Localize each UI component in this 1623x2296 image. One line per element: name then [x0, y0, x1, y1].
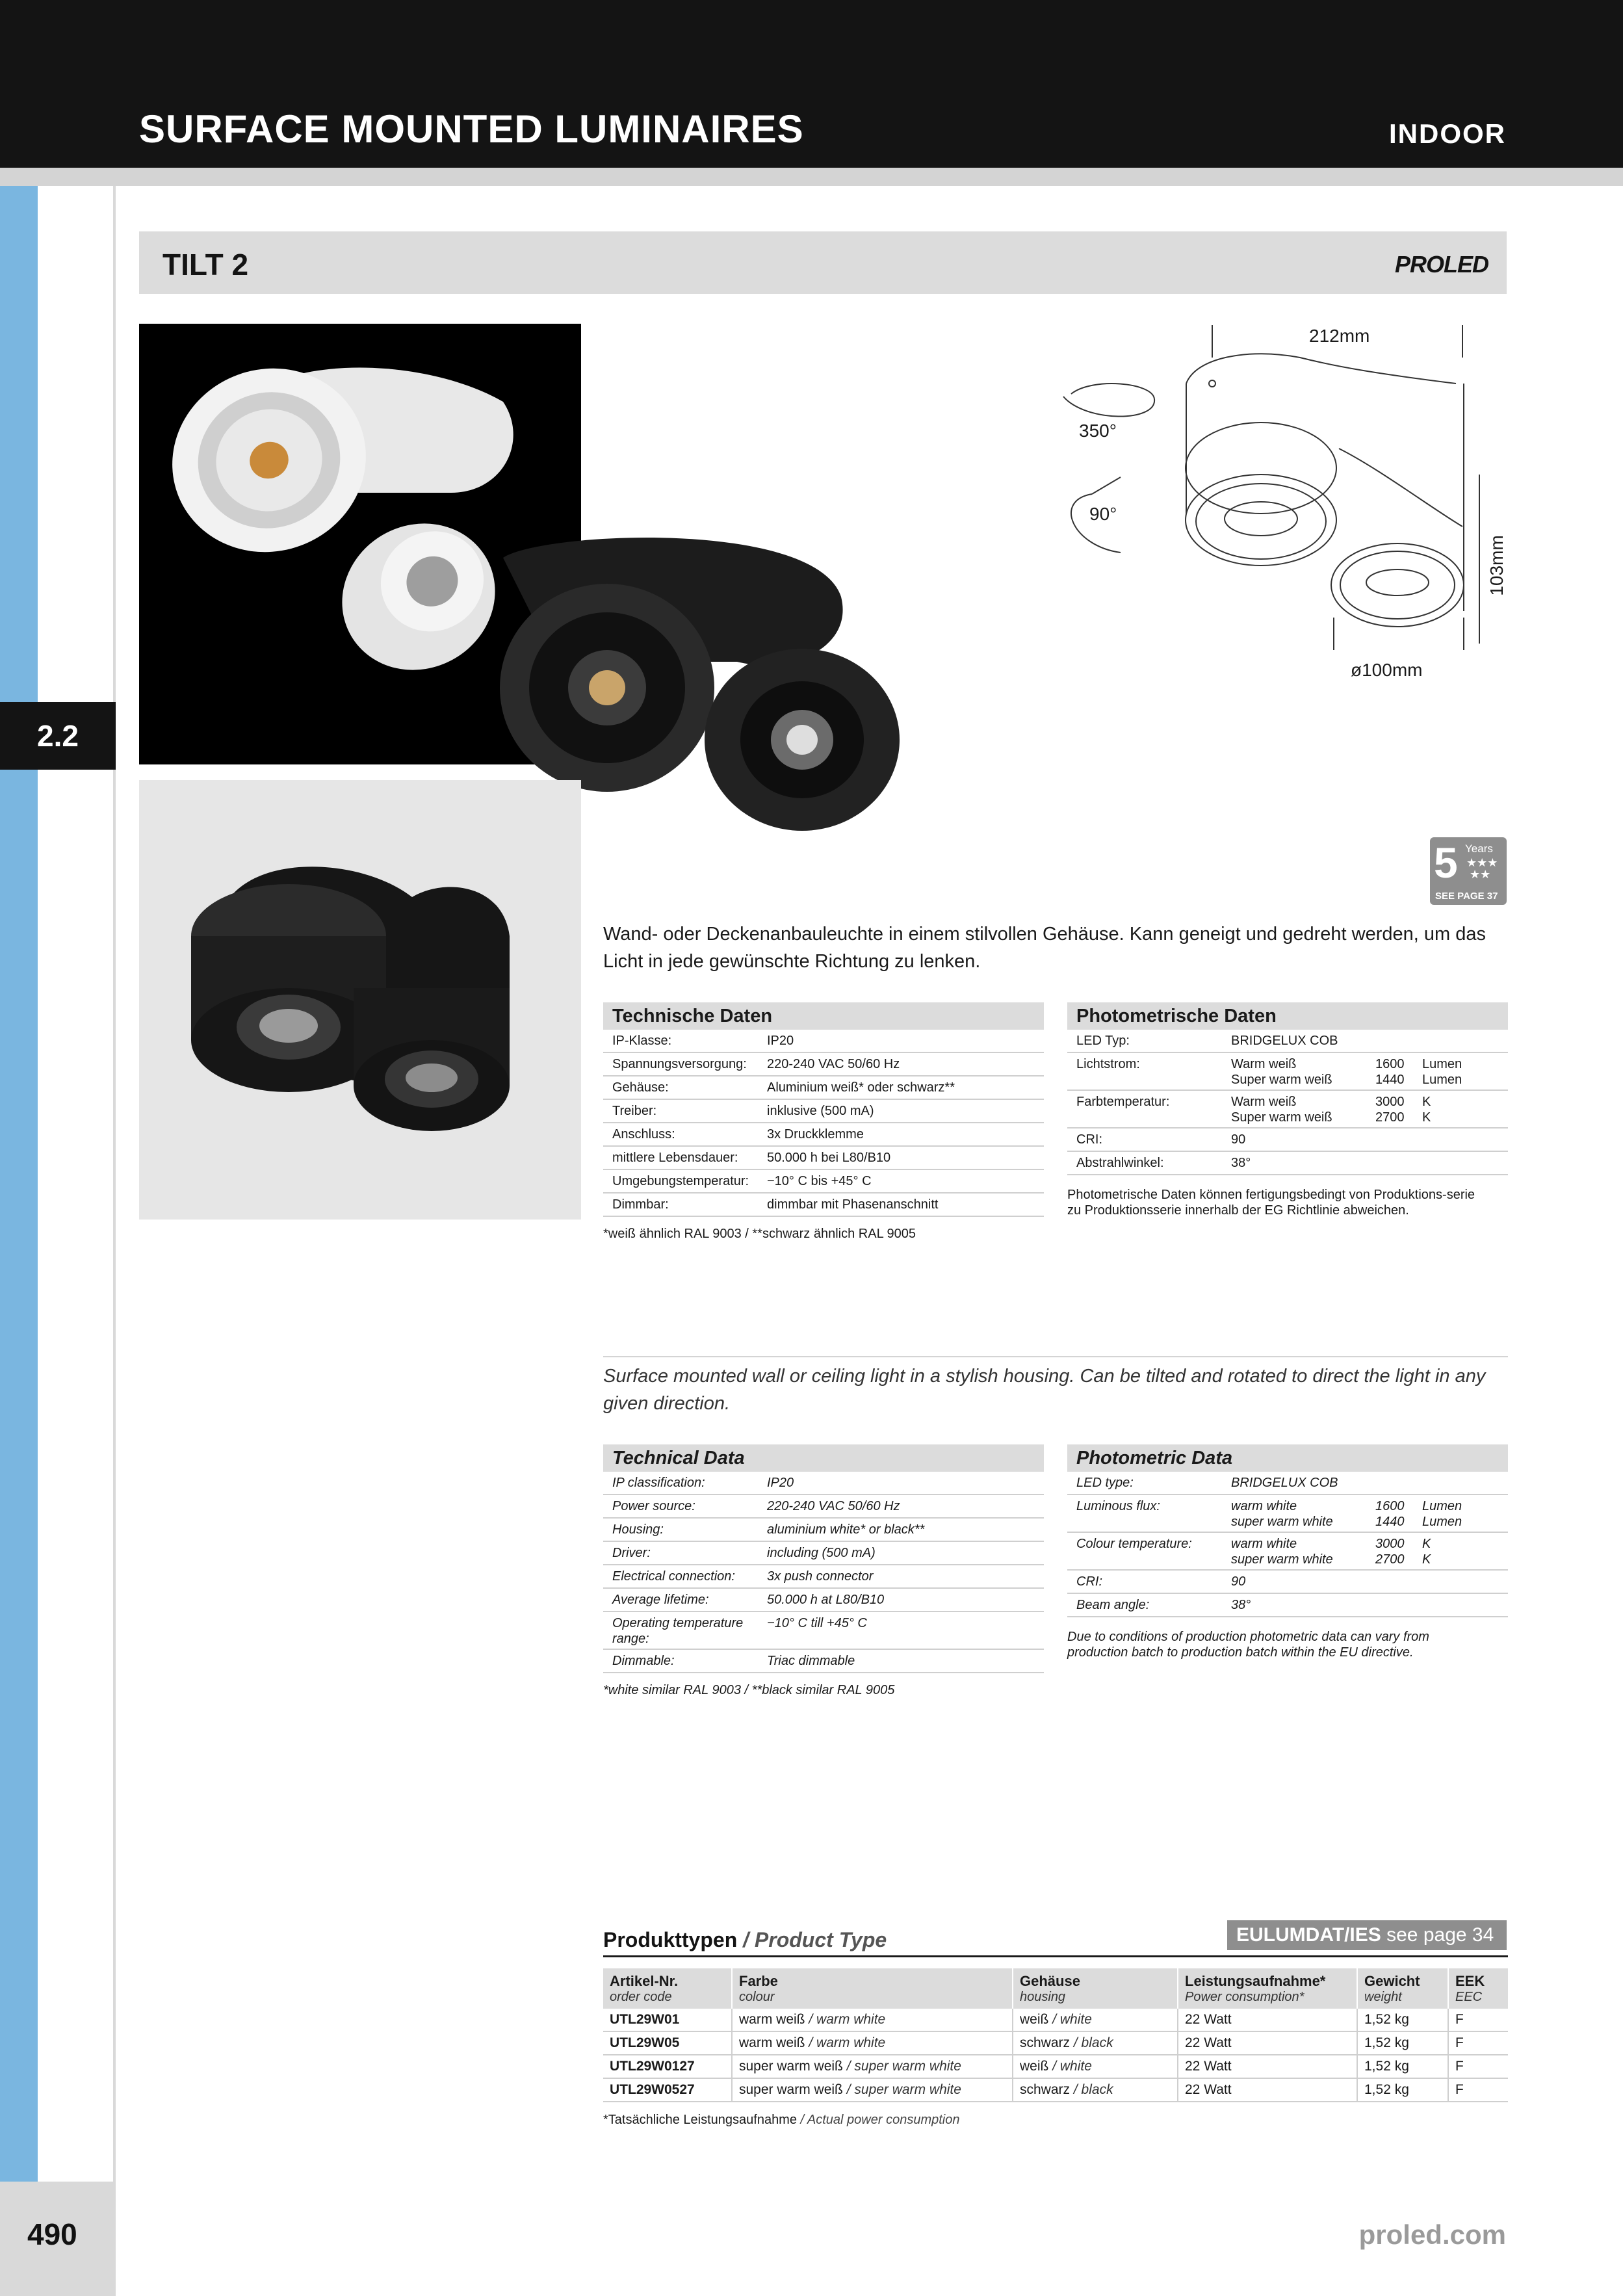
- dimension-drawing: [1040, 312, 1521, 702]
- language-divider: [603, 1356, 1508, 1357]
- table-row: Electrical connection: 3x push connector: [603, 1565, 1044, 1589]
- tech-note-en: *white similar RAL 9003 / **black similar RAL 9005: [603, 1683, 895, 1697]
- product-name: TILT 2: [162, 248, 249, 281]
- footer-url: proled.com: [1358, 2219, 1506, 2250]
- table-row: Colour temperature: warm white 3000 K super warm white 2700 K: [1067, 1533, 1508, 1571]
- dimension-diameter: ø100mm: [1351, 660, 1423, 680]
- table-row: Abstrahlwinkel: 38°: [1067, 1152, 1508, 1175]
- table-title: Photometric Data: [1067, 1444, 1508, 1472]
- photometric-note-de: Photometrische Daten können fertigungsbedingt von Produktions-serie zu Produktionsserie innerhalb der EG Richtlinie abweichen.: [1067, 1188, 1475, 1218]
- product-types-title: Produkttypen / Product Type: [603, 1928, 887, 1951]
- dimension-height: 103mm: [1487, 535, 1507, 596]
- category-label: INDOOR: [1389, 118, 1506, 149]
- table-row: Driver: including (500 mA): [603, 1542, 1044, 1565]
- tech-data-de-table: [603, 1002, 1044, 1217]
- table-row: Lichtstrom: Warm weiß 1600 Lumen Super warm weiß 1440 Lumen: [1067, 1053, 1508, 1091]
- section-title: SURFACE MOUNTED LUMINAIRES: [139, 107, 804, 151]
- warranty-years-number: 5: [1434, 839, 1458, 887]
- table-row: Dimmable: Triac dimmable: [603, 1650, 1044, 1673]
- description-de: Wand- oder Deckenanbauleuchte in einem stilvollen Gehäuse. Kann geneigt und gedreht werden, um das Licht in jede gewünschte Richtung zu lenken.: [603, 924, 1486, 972]
- table-row: IP-Klasse: IP20: [603, 1030, 1044, 1053]
- table-row: Dimmbar: dimmbar mit Phasenanschnitt: [603, 1194, 1044, 1217]
- description-en: Surface mounted wall or ceiling light in a stylish housing. Can be tilted and rotated to direct the light in any given direction.: [603, 1366, 1486, 1414]
- table-row: UTL29W0127 super warm weiß / super warm white weiß / white 22 Watt 1,52 kg F: [603, 2055, 1508, 2078]
- table-header-row: Artikel-Nr. order code Farbe colour Gehäuse housing Leistungsaufnahme* Power consumption* Gewicht weight EEK EEC: [603, 1968, 1508, 2009]
- sidebar-color-strip: [0, 186, 38, 2182]
- table-title: Technische Daten: [603, 1002, 1044, 1030]
- brand-logo: PROLED: [1394, 251, 1488, 278]
- star-icon: ★★★ ★★: [1466, 856, 1498, 881]
- table-row: Beam angle: 38°: [1067, 1594, 1508, 1617]
- table-row: Power source: 220-240 VAC 50/60 Hz: [603, 1495, 1044, 1519]
- tech-data-en-table: [603, 1444, 1044, 1673]
- table-row: Gehäuse: Aluminium weiß* oder schwarz**: [603, 1076, 1044, 1100]
- table-row: Luminous flux: warm white 1600 Lumen super warm white 1440 Lumen: [1067, 1495, 1508, 1533]
- photometric-data-de-table: [1067, 1002, 1508, 1175]
- header-accent-strip: [0, 168, 1623, 186]
- table-row: Anschluss: 3x Druckklemme: [603, 1123, 1044, 1147]
- photometric-data-en-table: [1067, 1444, 1508, 1617]
- table-row: mittlere Lebensdauer: 50.000 h bei L80/B10: [603, 1147, 1044, 1170]
- product-photo-main: [139, 324, 581, 764]
- warranty-badge: [1430, 837, 1507, 905]
- table-row: Umgebungstemperatur: −10° C bis +45° C: [603, 1170, 1044, 1194]
- warranty-years-label: Years: [1465, 842, 1493, 855]
- table-title: Technical Data: [603, 1444, 1044, 1472]
- tilt-label: 90°: [1089, 504, 1117, 524]
- product-types-rule: [603, 1955, 1508, 1957]
- table-row: Spannungsversorgung: 220-240 VAC 50/60 Hz: [603, 1053, 1044, 1076]
- product-title-bar: [139, 231, 1507, 294]
- eulumdat-link[interactable]: EULUMDAT/IES see page 34: [1227, 1920, 1507, 1950]
- rotation-label: 350°: [1079, 421, 1117, 441]
- table-row: Average lifetime: 50.000 h at L80/B10: [603, 1589, 1044, 1612]
- table-row: CRI: 90: [1067, 1571, 1508, 1594]
- table-row: LED type: BRIDGELUX COB: [1067, 1472, 1508, 1495]
- table-row: Farbtemperatur: Warm weiß 3000 K Super warm weiß 2700 K: [1067, 1091, 1508, 1128]
- photometric-note-en: Due to conditions of production photometric data can vary from production batch to production batch within the EU directive.: [1067, 1630, 1429, 1660]
- table-row: LED Typ: BRIDGELUX COB: [1067, 1030, 1508, 1053]
- table-row: Housing: aluminium white* or black**: [603, 1519, 1044, 1542]
- table-row: Treiber: inklusive (500 mA): [603, 1100, 1044, 1123]
- product-types-table: [603, 1968, 1508, 2102]
- power-note: *Tatsächliche Leistungsaufnahme / Actual power consumption: [603, 2113, 960, 2127]
- table-row: Operating temperature range: −10° C till +45° C: [603, 1612, 1044, 1650]
- chapter-tab: 2.2: [0, 702, 116, 770]
- product-photo-secondary: [139, 780, 581, 1220]
- dimension-width: 212mm: [1309, 326, 1370, 346]
- tech-note-de: *weiß ähnlich RAL 9003 / **schwarz ähnlich RAL 9005: [603, 1227, 916, 1241]
- table-row: IP classification: IP20: [603, 1472, 1044, 1495]
- warranty-see-page: SEE PAGE 37: [1435, 891, 1498, 902]
- sidebar-divider: [113, 186, 116, 2296]
- page-number: 490: [27, 2217, 77, 2251]
- table-row: UTL29W05 warm weiß / warm white schwarz / black 22 Watt 1,52 kg F: [603, 2031, 1508, 2055]
- table-row: CRI: 90: [1067, 1128, 1508, 1152]
- table-row: UTL29W01 warm weiß / warm white weiß / white 22 Watt 1,52 kg F: [603, 2009, 1508, 2031]
- table-title: Photometrische Daten: [1067, 1002, 1508, 1030]
- table-row: UTL29W0527 super warm weiß / super warm white schwarz / black 22 Watt 1,52 kg F: [603, 2078, 1508, 2102]
